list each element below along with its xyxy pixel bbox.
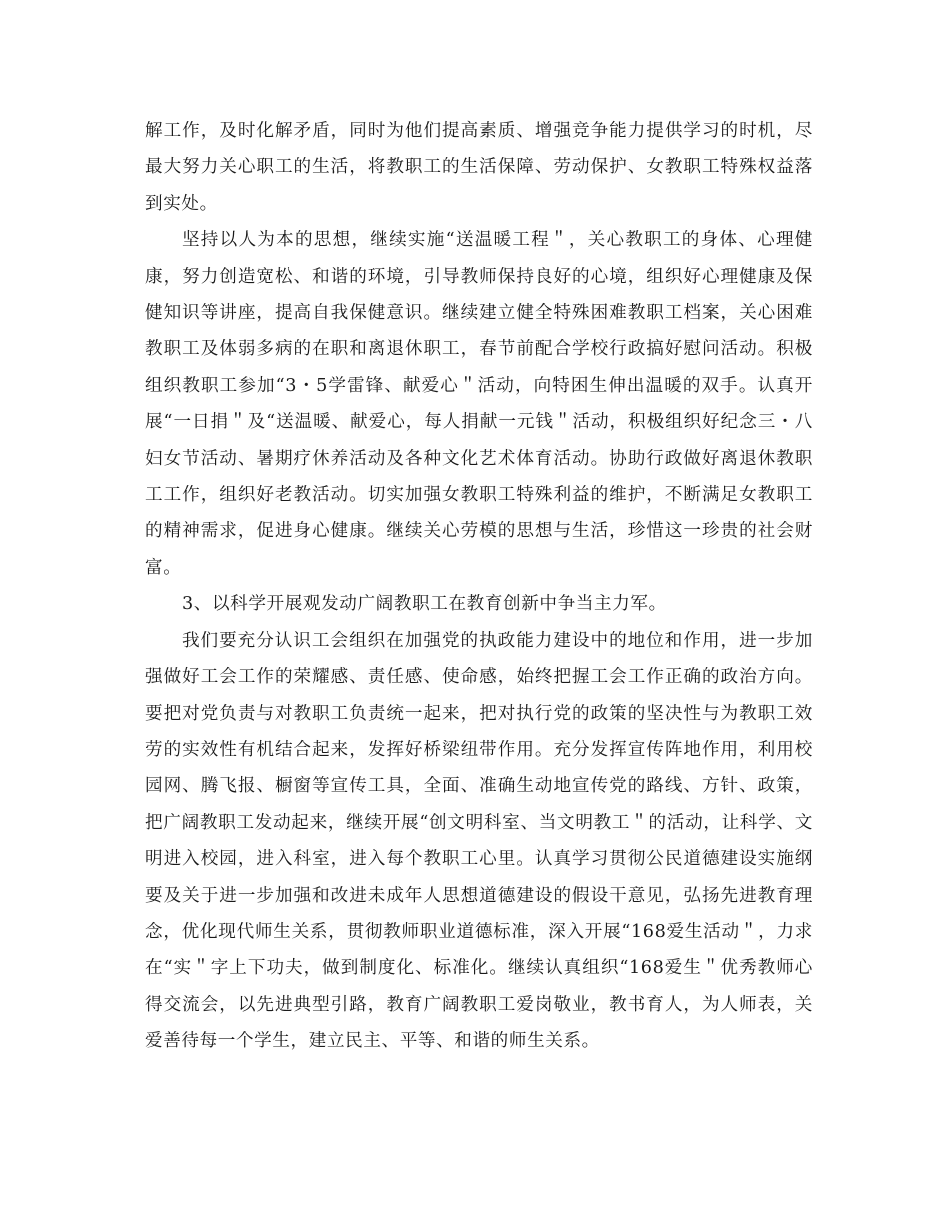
paragraph-union-role: 我们要充分认识工会组织在加强党的执政能力建设中的地位和作用，进一步加强做好工会工作的荣耀感、责任感、使命感，始终把握工会工作正确的政治方向。要把对党负责与对教职工负责统一起来，把对执行党的政策的坚决性与为教职工效劳的实效性有机结合起来，发挥好桥梁纽带作用。充分发挥宣传阵地作用，利用校园网、腾飞报、橱窗等宣传工具，全面、准确生动地宣传党的路线、方针、政策，把广阔教职工发动起来，继续开展“创文明科室、当文明教工＂的活动，让科学、文明进入校园，进入科室，进入每个教职工心里。认真学习贯彻公民道德建设实施纲要及关于进一步加强和改进未成年人思想道德建设的假设干意见，弘扬先进教育理念，优化现代师生关系，贯彻教师职业道德标准，深入开展“168爱生活动＂，力求在“实＂字上下功夫，做到制度化、标准化。继续认真组织“168爱生＂优秀教师心得交流会，以先进典型引路，教育广阔教职工爱岗敬业，教书育人，为人师表，关爱善待每一个学生，建立民主、平等、和谐的师生关系。	[145, 630, 813, 1052]
paragraph-continuation: 解工作，及时化解矛盾，同时为他们提高素质、增强竞争能力提供学习的时机，尽最大努力关心职工的生活，将教职工的生活保障、劳动保护、女教职工特殊权益落到实处。	[145, 121, 813, 214]
section-heading-3: 3、以科学开展观发动广阔教职工在教育创新中争当主力军。	[181, 594, 667, 615]
paragraph-care-for-staff: 坚持以人为本的思想，继续实施“送温暖工程＂，关心教职工的身体、心理健康，努力创造宽松、和谐的环境，引导教师保持良好的心境，组织好心理健康及保健知识等讲座，提高自我保健意识。继续建立健全特殊困难教职工档案，关心困难教职工及体弱多病的在职和离退休职工，春节前配合学校行政搞好慰问活动。积极组织教职工参加“3・5学雷锋、献爱心＂活动，向特困生伸出温暖的双手。认真开展“一日捐＂及“送温暖、献爱心，每人捐献一元钱＂活动，积极组织好纪念三・八妇女节活动、暑期疗休养活动及各种文化艺术体育活动。协助行政做好离退休教职工工作，组织好老教活动。切实加强女教职工特殊利益的维护，不断满足女教职工的精神需求，促进身心健康。继续关心劳模的思想与生活，珍惜这一珍贵的社会财富。	[145, 230, 813, 578]
document-body	[145, 113, 813, 1060]
